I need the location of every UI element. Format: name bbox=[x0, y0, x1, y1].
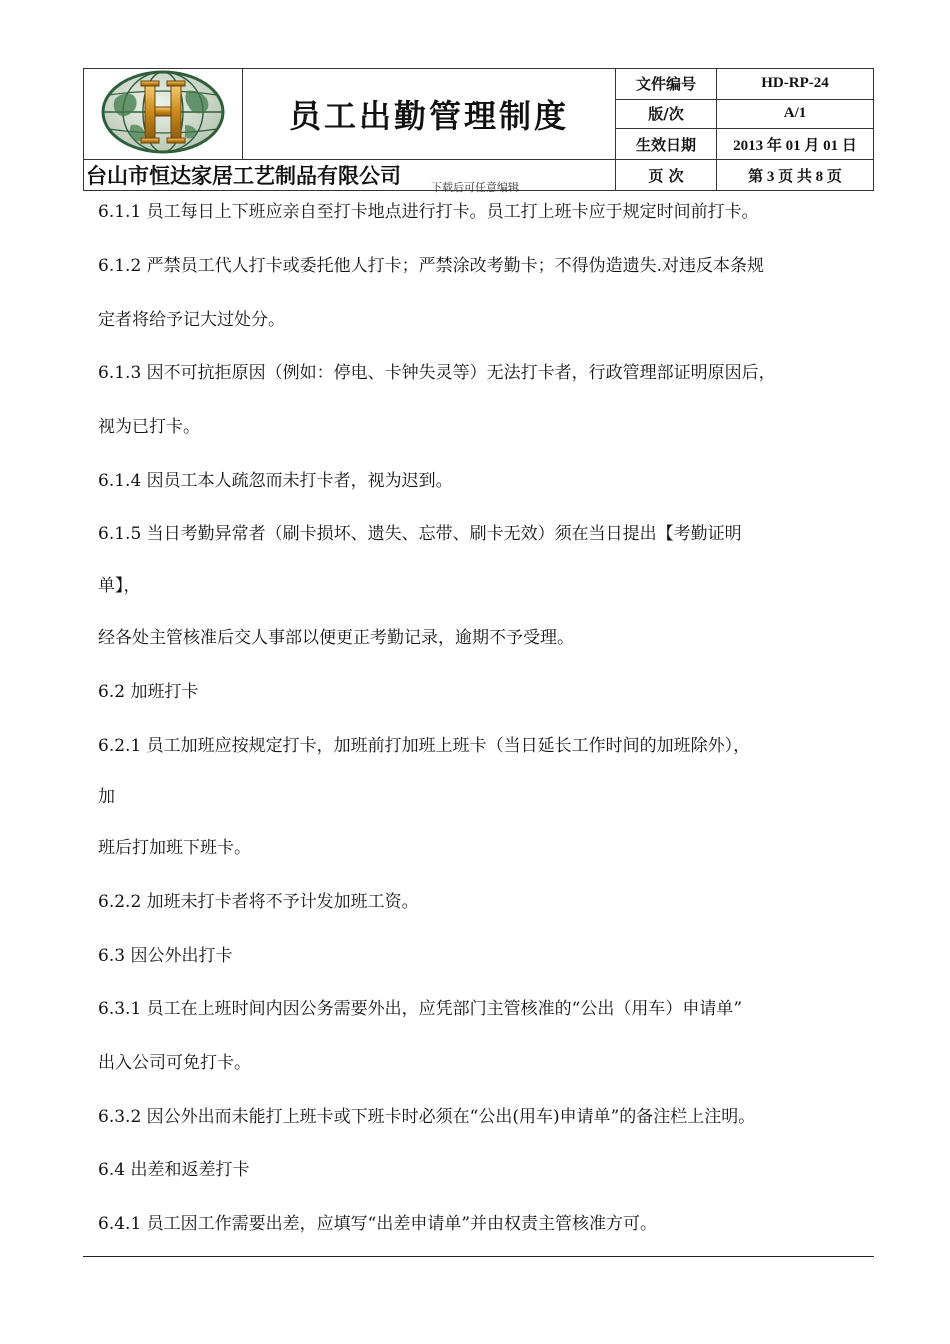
company-logo bbox=[84, 69, 243, 160]
doc-number-label: 文件编号 bbox=[616, 69, 717, 100]
version-value: A/1 bbox=[717, 99, 874, 129]
page-value: 第 3 页 共 8 页 bbox=[717, 160, 874, 191]
version-label: 版/次 bbox=[616, 99, 717, 129]
company-name: 台山市恒达家居工艺制品有限公司 bbox=[86, 164, 401, 188]
download-watermark: 下载后可任意编辑 bbox=[431, 181, 519, 194]
body-line: 经各处主管核准后交人事部以便更正考勤记录，逾期不予受理。 bbox=[98, 628, 574, 648]
document-header bbox=[83, 68, 874, 191]
section-heading: 6.4 出差和返差打卡 bbox=[98, 1160, 250, 1180]
doc-number-value: HD-RP-24 bbox=[717, 69, 874, 100]
page-label: 页 次 bbox=[616, 160, 717, 191]
document-title: 员工出勤管理制度 bbox=[288, 97, 569, 135]
section-heading: 6.2 加班打卡 bbox=[98, 682, 199, 702]
body-line: 6.2.1 员工加班应按规定打卡，加班前打加班上班卡（当日延长工作时间的加班除外）， bbox=[98, 736, 751, 756]
body-line: 视为已打卡。 bbox=[98, 417, 200, 437]
body-line: 6.3.2 因公外出而未能打上班卡或下班卡时必须在“公出(用车)申请单”的备注栏上注明。 bbox=[98, 1107, 756, 1127]
body-line: 6.1.4 因员工本人疏忽而未打卡者，视为迟到。 bbox=[98, 471, 453, 491]
globe-logo-icon bbox=[101, 69, 225, 155]
body-line: 6.1.5 当日考勤异常者（刷卡损坏、遗失、忘带、刷卡无效）须在当日提出【考勤证明 bbox=[98, 524, 742, 544]
body-line: 6.4.1 员工因工作需要出差，应填写“出差申请单”并由权责主管核准方可。 bbox=[98, 1214, 658, 1234]
body-line: 6.3.1 员工在上班时间内因公务需要外出，应凭部门主管核准的“公出（用车）申请单” bbox=[98, 999, 743, 1019]
body-line: 6.1.1 员工每日上下班应亲自至打卡地点进行打卡。员工打上班卡应于规定时间前打卡。 bbox=[98, 202, 759, 222]
body-line: 单】， bbox=[98, 576, 141, 596]
body-line: 班后打加班下班卡。 bbox=[98, 838, 251, 858]
body-line: 6.1.2 严禁员工代人打卡或委托他人打卡；严禁涂改考勤卡；不得伪造遗失.对违反本条规 bbox=[98, 256, 765, 276]
body-line: 定者将给予记大过处分。 bbox=[98, 310, 285, 330]
document-title-cell bbox=[243, 69, 616, 160]
body-line: 6.1.3 因不可抗拒原因（例如：停电、卡钟失灵等）无法打卡者，行政管理部证明原因后， bbox=[98, 363, 776, 383]
footer-divider bbox=[83, 1256, 874, 1257]
effective-date-label: 生效日期 bbox=[616, 129, 717, 160]
body-line: 加 bbox=[98, 787, 115, 807]
body-line: 6.2.2 加班未打卡者将不予计发加班工资。 bbox=[98, 892, 419, 912]
effective-date-value: 2013 年 01 月 01 日 bbox=[717, 129, 874, 160]
body-line: 出入公司可免打卡。 bbox=[98, 1053, 251, 1073]
section-heading: 6.3 因公外出打卡 bbox=[98, 946, 233, 966]
